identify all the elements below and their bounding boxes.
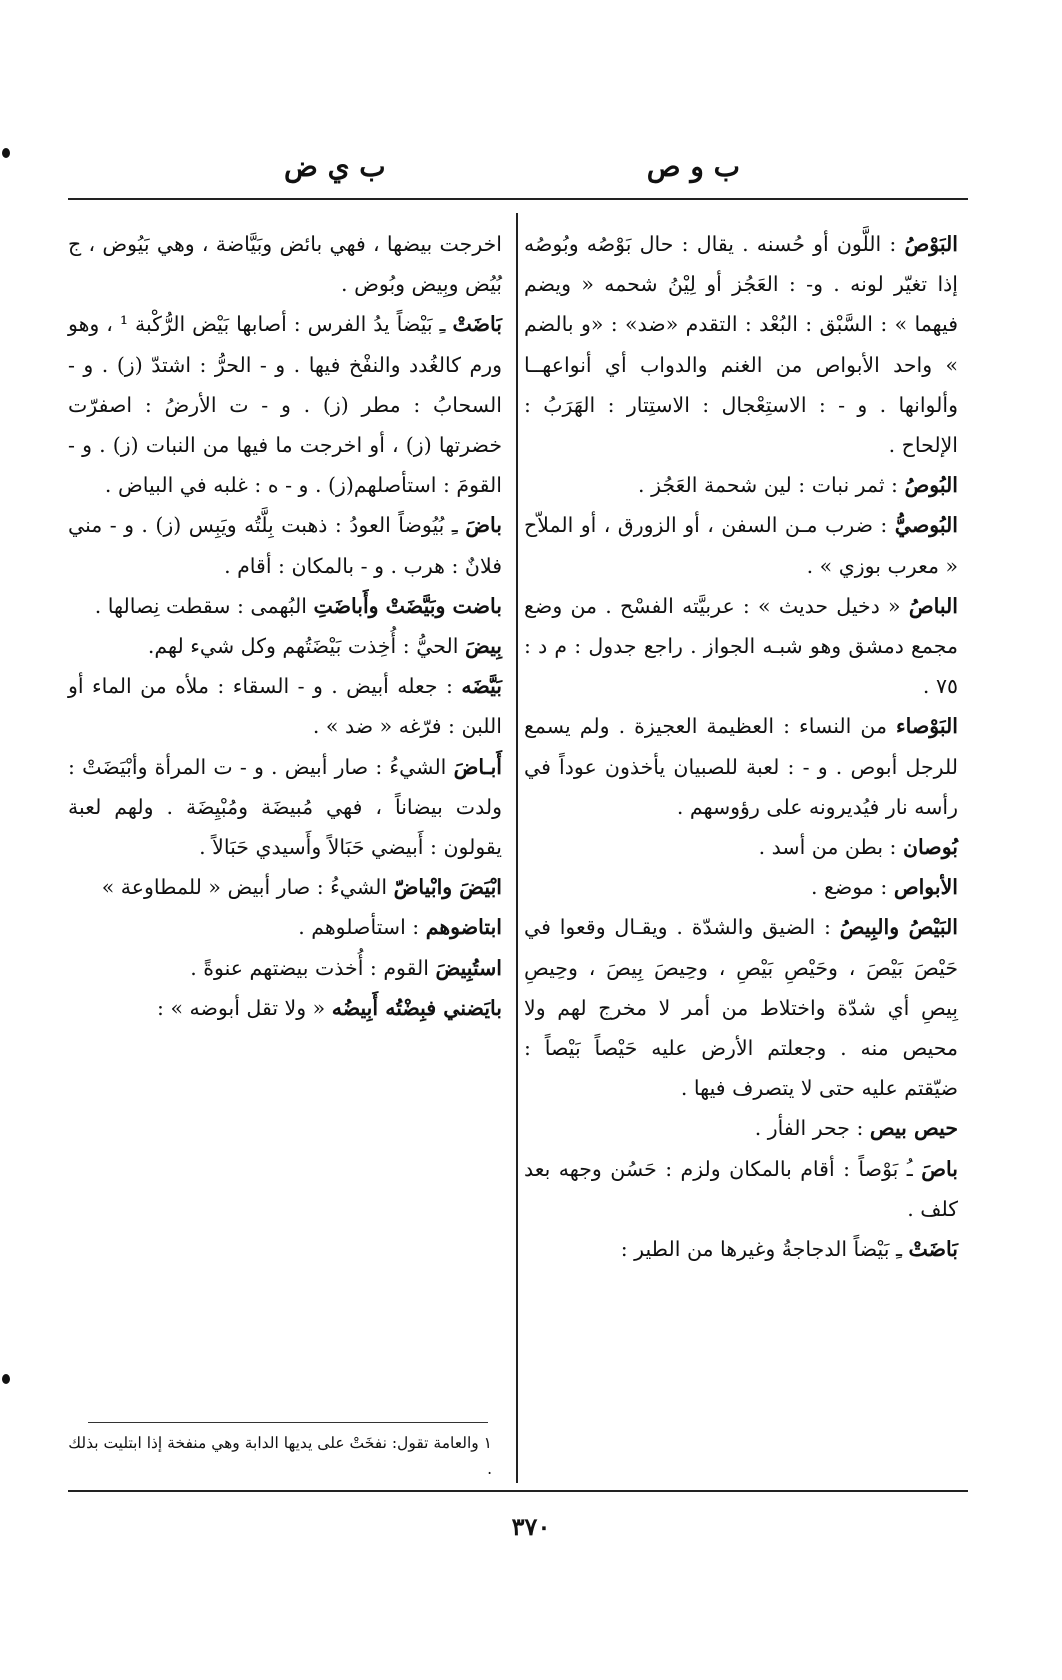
header-left-root: ب ي ض [284, 150, 386, 183]
dictionary-entry [524, 827, 958, 867]
footnote-rule [88, 1422, 488, 1423]
dictionary-entry [524, 586, 958, 707]
entry-definition: ـِ بَيْضاً الدجاجةُ وغيرها من الطير : [620, 1237, 909, 1262]
footer-rule [68, 1490, 968, 1492]
entry-headword: البُوصيُّ [894, 513, 958, 538]
entry-definition: ـُ بَوْصاً : أقام بالمكان ولزم : حَسُن وجهه بعد كلف . [524, 1156, 958, 1221]
dictionary-entry [68, 586, 502, 626]
entry-headword: باضت وبَيَّضَتْ وأَباضَتِ [313, 593, 502, 618]
entry-definition: : جعله أبيض . و - السقاء : ملأه من الماء أو اللبن : فرّغه « ضد » . [68, 674, 502, 739]
dictionary-entry [524, 1108, 958, 1148]
entry-headword: باضَ [465, 513, 502, 538]
entry-headword: ابْيَضَ وابْياضّ [393, 875, 502, 900]
entry-definition: من النساء : العظيمة العجيزة . ولم يسمع للرجل أبوص . و - : لعبة للصبيان يأخذون عوداً في رأسه نار فيُديرونه على رؤوسهم . [524, 714, 958, 819]
left-column [68, 224, 502, 1028]
column-divider [516, 213, 518, 1483]
entry-definition: الشيءُ : صار أبيض « للمطاوعة » [101, 875, 394, 900]
entry-definition: ـِ بُيُوضاً العودُ : ذهبت بِلَّتُه ويَبِس (ز) . و - مني فلانٌ : هرب . و - بالمكان : أقام . [68, 513, 502, 578]
dictionary-entry [524, 505, 958, 585]
entry-headword: بَيَّضَه [461, 674, 502, 699]
entry-headword: الأبواص [893, 875, 958, 900]
dictionary-entry [524, 907, 958, 1108]
entry-definition: : ضرب مـن السفن ، أو الزورق ، أو الملاّح « معرب بوزي » . [524, 513, 958, 578]
entry-definition: الشيءُ : صار أبيض . و - ت المرأة وأبْيَضَتْ : ولدت بيضاناً ، فهي مُبيضَة ومُبْيِضَة . ولهم لعبة يقولون : أَبيضي حَبَالاً وأَسيدي حَبَالاً . [68, 754, 502, 860]
dictionary-entry [68, 666, 502, 746]
entry-definition: اخرجت بيضها ، فهي بائض وبَيَّاضة ، وهي بَيُوض ، ج بُيُض وبِيض وبُوض . [68, 232, 502, 297]
entry-definition: : جحر الفأر . [754, 1116, 870, 1141]
entry-headword: بِيضَ [464, 634, 502, 659]
dictionary-entry [68, 867, 502, 907]
entry-definition: ـِ بَيْضاً يدُ الفرس : أصابها بَيْض الرُّكْبة ¹ ، وهو ورم كالغُدد والنفْخ فيها . و - الحرُّ : اشتدّ (ز) . و - السحابُ : مطر (ز) . و - ت الأرضُ : اصفرّت خضرتها (ز) ، أو اخرجت ما فيها من النبات (ز) . و - القومَ : استأصلهم(ز) . و - ه : غلبه في البياض . [68, 312, 502, 498]
right-column [524, 224, 958, 1269]
entry-headword: البَوْصاء [895, 714, 958, 739]
entry-headword: البَوْصُ [904, 232, 958, 256]
dictionary-entry [524, 706, 958, 827]
dictionary-entry [524, 1149, 958, 1229]
entry-definition: « ولا تقل أبوضه » : [157, 995, 332, 1020]
dictionary-entry [68, 505, 502, 585]
dictionary-entry [524, 465, 958, 505]
dictionary-entry [68, 747, 502, 868]
dictionary-entry [68, 224, 502, 304]
entry-definition: : استأصلوهم . [298, 915, 426, 940]
entry-headword: البُوصُ [904, 473, 958, 498]
entry-definition: : ثمر نبات : لين شحمة العَجُز . [638, 473, 905, 498]
dictionary-entry [524, 224, 958, 465]
header-rule [68, 198, 968, 200]
entry-headword: بايَضني فبِضْتُه أَبِيضُه [331, 995, 502, 1020]
dictionary-entry [524, 867, 958, 907]
dictionary-entry [68, 626, 502, 666]
entry-definition: البُهمى : سقطت نِصالها . [94, 593, 314, 618]
dictionary-entry [68, 304, 502, 505]
entry-headword: الباصُ [908, 593, 958, 618]
margin-mark-top [2, 148, 10, 158]
entry-headword: بَاضَتْ [908, 1237, 958, 1262]
entry-headword: بَاضَتْ [452, 312, 502, 337]
dictionary-entry [524, 1229, 958, 1269]
entry-headword: البَيْصُ والبِيصُ [839, 915, 958, 940]
entry-headword: أَبـاضَ [453, 754, 502, 779]
entry-headword: باصَ [921, 1156, 958, 1181]
entry-definition: : بطن من أسد . [758, 835, 903, 860]
entry-definition: الحيُّ : أُخِذت بَيْضَتُهم وكل شيء لهم. [147, 634, 465, 659]
page-number: ٣٧٠ [511, 1512, 551, 1541]
entry-headword: ابتاضوهم [425, 915, 502, 940]
entry-definition: القوم : أُخذت بيضتهم عنوةً . [190, 955, 436, 980]
footnote: ١ والعامة تقول: نفخَتْ على يديها الدابة وهي منفخة إذا ابتليت بذلك . [68, 1434, 492, 1478]
entry-headword: حيص بيص [869, 1116, 958, 1141]
dictionary-entry [68, 988, 502, 1028]
entry-headword: استُبِيضَ [435, 955, 502, 980]
entry-definition: « دخيل حديث » : عربيَّته الفسْح . من وضع مجمع دمشق وهو شبـه الجواز . راجع جدول : م د : ٧٥ . [524, 593, 958, 699]
margin-mark-bottom [2, 1374, 10, 1384]
entry-headword: بُوصان [902, 835, 958, 860]
entry-definition: : اللَّون أو حُسنه . يقال : حال بَوْصُه وبُوصُه إذا تغيّر لونه . و- : العَجُز أو لِيْنُ شحمه « ويضم فيهما » : السَّبْق : البُعْد : التقدم «ضد» : «و بالضم » واحد الأبواص من الغنم والدواب أي أنواعهــا وألوانها . و - : الاستِعْجال : الاستِتار : الهَرَبُ : الإلحاح . [524, 232, 958, 458]
dictionary-entry [68, 907, 502, 947]
entry-definition: : الضيق والشدّة . ويقـال وقعوا في حَيْصَ بَيْصَ ، وحَيْصِ بَيْصِ ، وحِيصَ بِيصَ ، وحِيصِ بِيصِ أي شدّة واختلاط من أمر لا مخرج لهم ولا محيص منه . وجعلتم الأرض عليه حَيْصاً بَيْصاً : ضيّقتم عليه حتى لا يتصرف فيها . [524, 915, 958, 1101]
dictionary-entry [68, 948, 502, 988]
header-right-root: ب و ص [646, 150, 740, 183]
entry-definition: : موضع . [810, 875, 894, 900]
